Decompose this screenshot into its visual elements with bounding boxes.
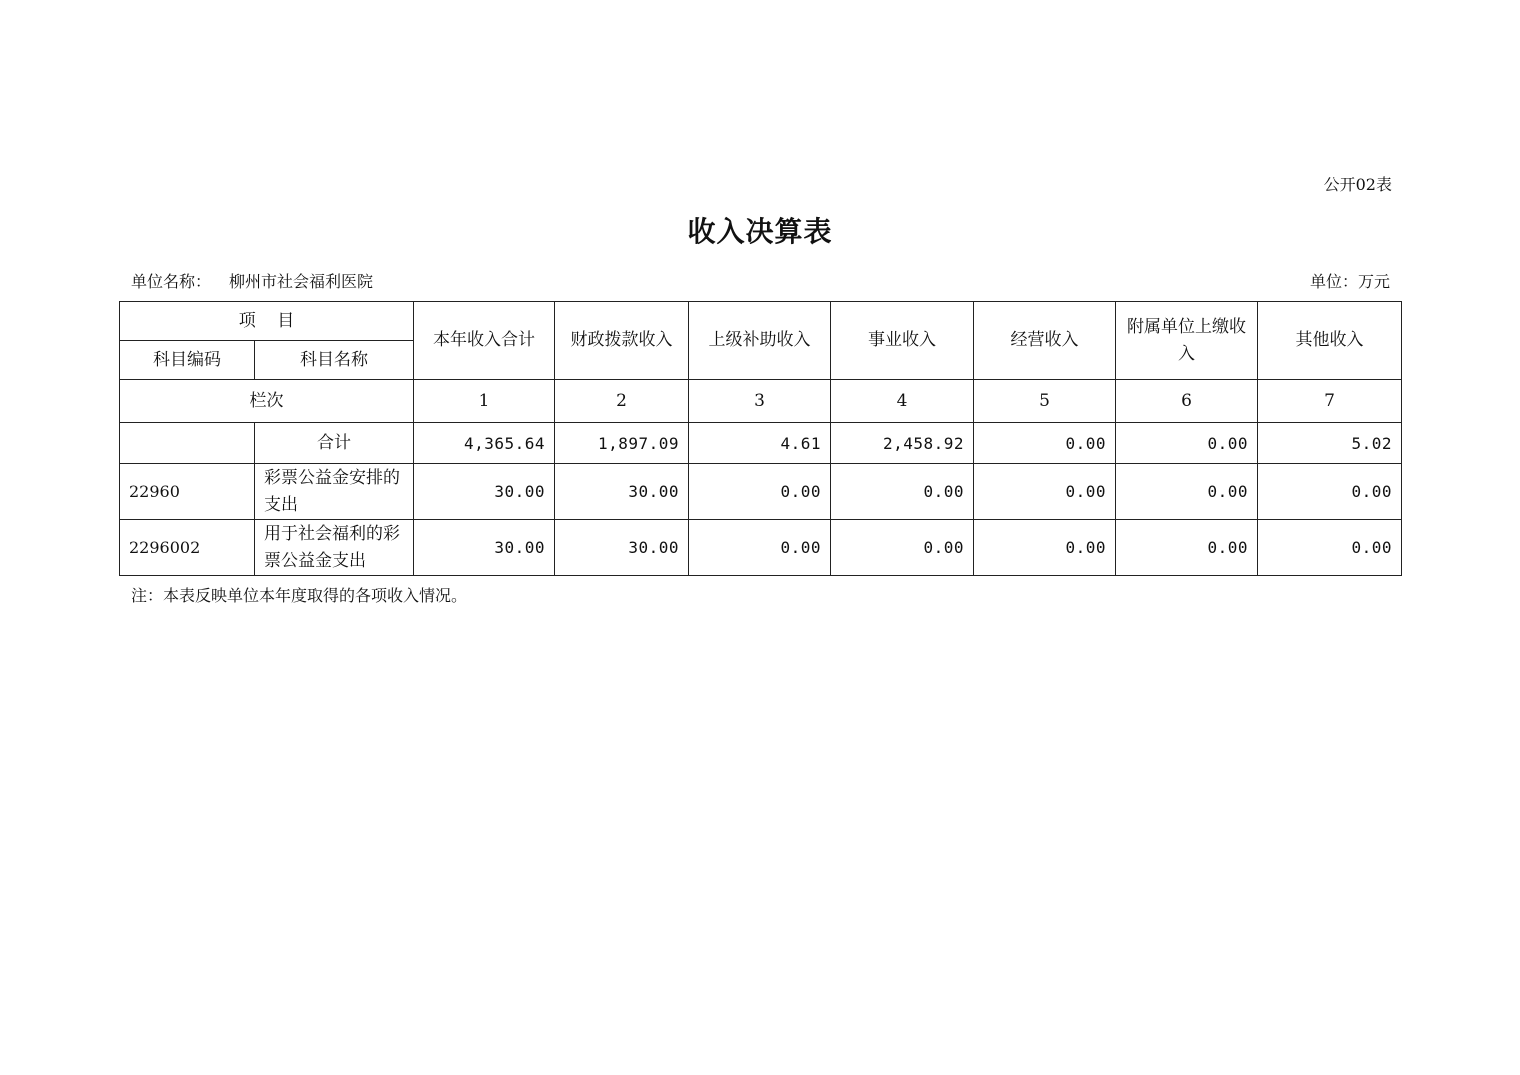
header-fiscal-appropriation: 财政拨款收入: [555, 302, 689, 380]
value-cell: 0.00: [974, 464, 1116, 520]
column-number-row: [120, 380, 1402, 423]
column-number: 4: [831, 380, 974, 423]
value-cell: 0.00: [1116, 520, 1258, 576]
subject-name-cell: 彩票公益金安排的支出: [255, 464, 414, 520]
header-subject-name: 科目名称: [255, 341, 414, 380]
subject-code-cell: 2296002: [120, 520, 255, 576]
header-superior-subsidy: 上级补助收入: [689, 302, 831, 380]
value-cell: 30.00: [555, 464, 689, 520]
value-cell: 0.00: [1258, 520, 1402, 576]
subject-code-cell: 22960: [120, 464, 255, 520]
column-number: 5: [974, 380, 1116, 423]
unit-name-value: 柳州市社会福利医院: [229, 272, 374, 291]
value-cell: 4.61: [689, 423, 831, 464]
subject-name-cell: 合计: [255, 423, 414, 464]
value-cell: 1,897.09: [555, 423, 689, 464]
header-total-income: 本年收入合计: [414, 302, 555, 380]
value-cell: 5.02: [1258, 423, 1402, 464]
unit-name-line: [131, 269, 373, 292]
subject-code-cell: [120, 423, 255, 464]
column-number: 2: [555, 380, 689, 423]
column-number: 3: [689, 380, 831, 423]
value-cell: 0.00: [974, 423, 1116, 464]
value-cell: 0.00: [974, 520, 1116, 576]
header-other-income: 其他收入: [1258, 302, 1402, 380]
subject-name-cell: 用于社会福利的彩票公益金支出: [255, 520, 414, 576]
unit-name-label: 单位名称：: [131, 272, 212, 291]
table-row: [120, 464, 1402, 520]
column-number: 6: [1116, 380, 1258, 423]
report-title: 收入决算表: [687, 215, 833, 248]
value-cell: 30.00: [414, 464, 555, 520]
header-subject-code: 科目编码: [120, 341, 255, 380]
value-cell: 4,365.64: [414, 423, 555, 464]
value-cell: 0.00: [1116, 423, 1258, 464]
table-note: 注：本表反映单位本年度取得的各项收入情况。: [131, 586, 468, 605]
currency-unit: 单位：万元: [1309, 272, 1390, 291]
value-cell: 0.00: [831, 520, 974, 576]
table-row: [120, 520, 1402, 576]
header-business-income: 事业收入: [831, 302, 974, 380]
header-operating-income: 经营收入: [974, 302, 1116, 380]
column-number-label: 栏次: [120, 380, 414, 423]
table-row-total: [120, 423, 1402, 464]
form-number: 公开02表: [1323, 175, 1392, 194]
value-cell: 30.00: [555, 520, 689, 576]
column-number: 7: [1258, 380, 1402, 423]
value-cell: 30.00: [414, 520, 555, 576]
value-cell: 0.00: [1116, 464, 1258, 520]
column-number: 1: [414, 380, 555, 423]
header-row-1: [120, 302, 1402, 341]
value-cell: 0.00: [689, 520, 831, 576]
value-cell: 0.00: [689, 464, 831, 520]
header-subsidiary-income: 附属单位上缴收入: [1116, 302, 1258, 380]
value-cell: 2,458.92: [831, 423, 974, 464]
value-cell: 0.00: [1258, 464, 1402, 520]
income-table: [119, 301, 1402, 576]
value-cell: 0.00: [831, 464, 974, 520]
header-item: 项 目: [120, 302, 414, 341]
